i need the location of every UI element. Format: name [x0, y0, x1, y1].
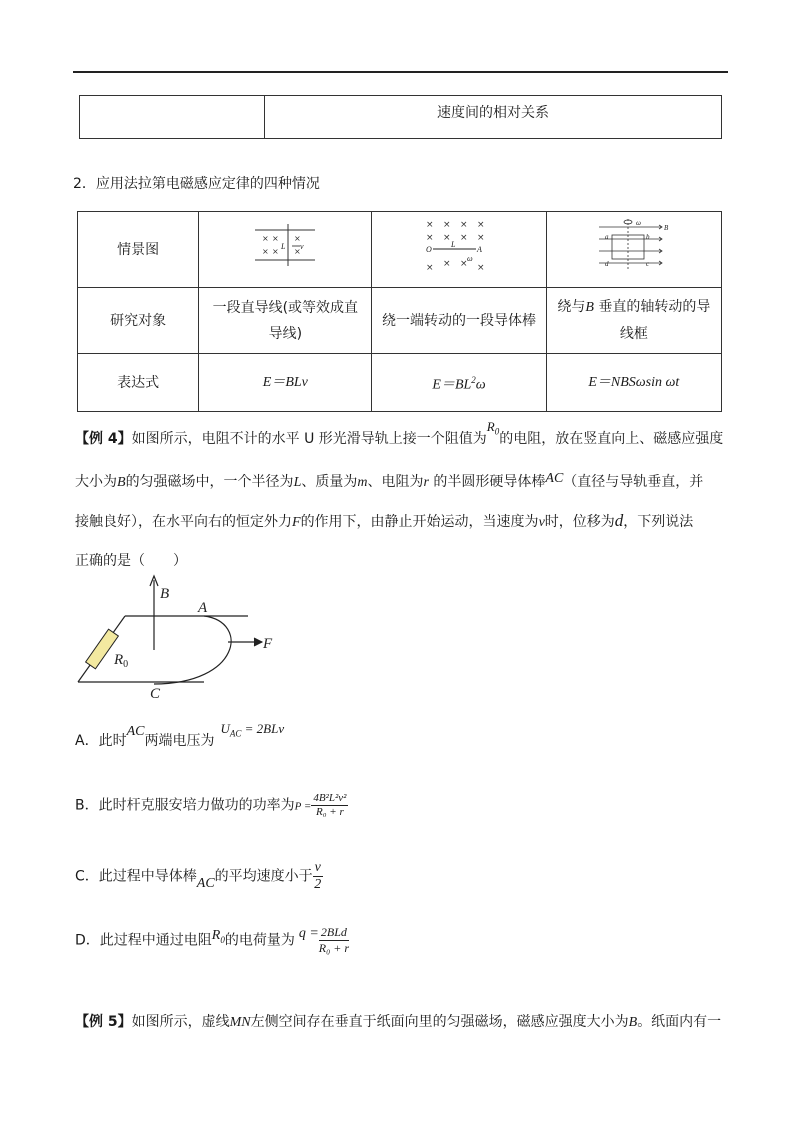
svg-text:×: × [272, 247, 280, 256]
svg-text:d: d [604, 260, 609, 268]
example4-line4: 正确的是（ ） [75, 552, 187, 569]
svg-text:B: B [160, 586, 170, 602]
expression-nbsw: E＝NBSωsin ωt [546, 354, 721, 412]
example4-line2: 大小为B的匀强磁场中，一个半径为L、质量为m、电阻为r 的半圆形硬导体棒AC（直径与导轨垂直，并 [75, 470, 704, 490]
svg-text:×: × [477, 233, 485, 243]
example4-text [75, 420, 731, 580]
svg-text:B: B [663, 224, 669, 232]
svg-text:×: × [460, 220, 468, 230]
expression-blv: E＝BLv [199, 354, 372, 412]
expression-bl2w: $E=BL^2\omega$ [372, 354, 546, 412]
svg-text:v: v [300, 242, 304, 251]
straight-wire-diagram [250, 222, 320, 268]
svg-text:b: b [645, 233, 650, 241]
example4-line1: 【例 4】如图所示，电阻不计的水平 U 形光滑导轨上接一个阻值为$R_0$的电阻，放在竖直向上、磁感应强度 [75, 419, 724, 447]
svg-text:×: × [426, 233, 434, 243]
svg-text:×: × [460, 259, 468, 269]
svg-text:L: L [281, 242, 286, 251]
svg-text:×: × [477, 220, 485, 230]
svg-text:×: × [262, 234, 270, 243]
svg-text:A: A [198, 600, 208, 616]
row-header-object: 研究对象 [78, 288, 199, 354]
row-header-scene: 情景图 [78, 212, 199, 288]
rotating-rod-diagram [424, 217, 494, 273]
option-b: B．此时杆克服安培力做功的功率为P = $\frac{\text{4B²L²v²}}{\text{R₀ + r}}$ [75, 792, 347, 818]
svg-text:×: × [460, 233, 468, 243]
svg-text:×: × [426, 263, 434, 273]
svg-text:O: O [426, 245, 432, 254]
svg-text:×: × [426, 220, 434, 230]
rotating-frame-diagram [594, 217, 674, 273]
svg-text:×: × [294, 234, 302, 243]
svg-text:×: × [477, 263, 485, 273]
scene-fig-straight-wire [199, 212, 372, 288]
faraday-cases-table [77, 211, 722, 412]
svg-text:R0: $R_0$ [114, 652, 129, 670]
svg-text:×: × [443, 259, 451, 269]
option-a: A．此时AC两端电压为$U_{AC} = 2BLv$ [75, 721, 285, 749]
u-rail-figure [70, 572, 280, 700]
svg-text:×: × [294, 247, 302, 256]
continued-table [79, 95, 722, 139]
svg-text:×: × [272, 234, 280, 243]
relative-speed-cell: 速度间的相对关系 [265, 96, 722, 139]
section-heading: 2．应用法拉第电磁感应定律的四种情况 [73, 176, 320, 192]
scene-fig-rotating-rod [372, 212, 546, 288]
scene-fig-rotating-frame [546, 212, 721, 288]
svg-text:a: a [604, 233, 609, 241]
svg-text:×: × [443, 220, 451, 230]
row-header-expression: 表达式 [78, 354, 199, 412]
svg-text:ω: ω [635, 219, 641, 227]
option-c: C．此过程中导体棒AC的平均速度小于 $\frac{v}{2}$ [75, 860, 322, 892]
object-rotating-rod: 绕一端转动的一段导体棒 [372, 288, 546, 354]
example4-line3: 接触良好），在水平向右的恒定外力F的作用下，由静止开始运动，当速度为v时，位移为d，下列说法 [75, 510, 694, 530]
empty-cell [80, 96, 265, 139]
svg-text:F: F [263, 636, 273, 652]
option-d: D．此过程中通过电阻$R_0$的电荷量为 q = $\frac{\text{2BLd}}{\text{R₀ + r}}$ [75, 925, 350, 955]
example5-text: 【例 5】如图所示，虚线MN左侧空间存在垂直于纸面向里的匀强磁场，磁感应强度大小为B。纸面内有一 [75, 1014, 722, 1030]
object-straight-wire: 一段直导线(或等效成直导线) [199, 288, 372, 354]
svg-text:C: C [150, 686, 161, 700]
semicircle-rod [154, 616, 231, 684]
svg-text:c: c [645, 260, 649, 268]
svg-text:L: L [451, 240, 456, 249]
header-rule [73, 71, 728, 73]
svg-text:×: × [262, 247, 270, 256]
svg-text:×: × [443, 233, 451, 243]
object-rotating-frame: 绕与B 垂直的轴转动的导线框 [546, 288, 721, 354]
svg-text:A: A [477, 245, 482, 254]
svg-text:ω: ω [467, 254, 473, 263]
